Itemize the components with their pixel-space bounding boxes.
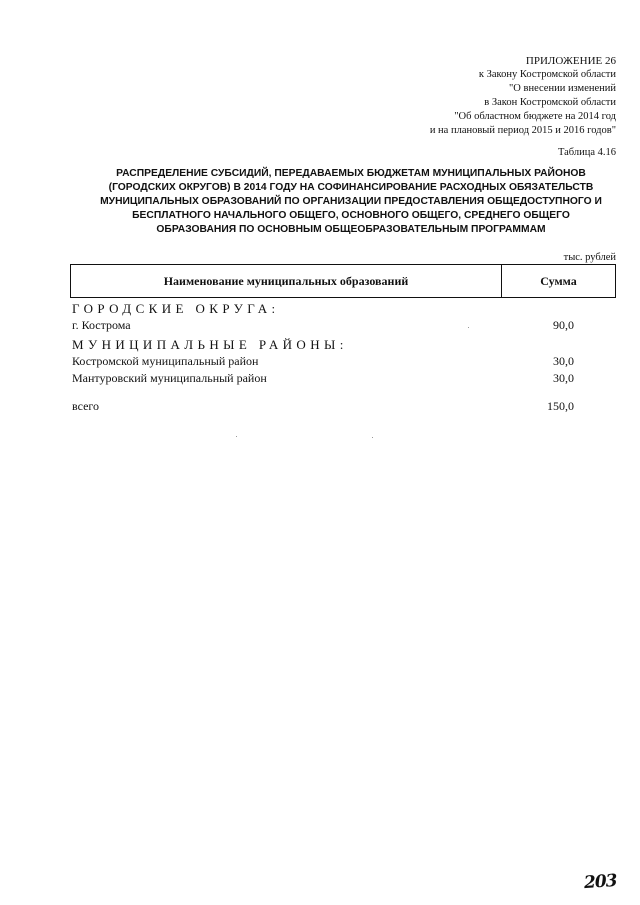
section-municipal-districts: МУНИЦИПАЛЬНЫЕ РАЙОНЫ: — [72, 337, 348, 352]
table-number: Таблица 4.16 — [557, 147, 616, 158]
title-line: МУНИЦИПАЛЬНЫХ ОБРАЗОВАНИЙ ПО ОРГАНИЗАЦИИ ПРЕДОСТАВЛЕНИЯ ОБЩЕДОСТУПНОГО И — [100, 196, 602, 207]
row-name: г. Кострома — [72, 318, 131, 332]
row-sum: 90,0 — [553, 318, 574, 332]
appendix-law-title-4: и на плановый период 2015 и 2016 годов" — [429, 125, 616, 136]
column-header-sum: Сумма — [540, 273, 577, 288]
column-header-name: Наименование муниципальных образований — [71, 265, 502, 297]
appendix-number: ПРИЛОЖЕНИЕ 26 — [525, 55, 616, 67]
row-sum: 30,0 — [553, 354, 574, 368]
handwritten-page-number: 203 — [582, 870, 617, 894]
appendix-law-ref: к Закону Костромской области — [478, 69, 616, 80]
document-title — [82, 167, 620, 237]
total-label: всего — [72, 399, 100, 413]
scan-speck — [236, 436, 237, 437]
scan-speck — [372, 437, 373, 438]
title-line: БЕСПЛАТНОГО НАЧАЛЬНОГО ОБЩЕГО, ОСНОВНОГО ОБЩЕГО, СРЕДНЕГО ОБЩЕГО — [132, 210, 570, 221]
section-city-districts: ГОРОДСКИЕ ОКРУГА: — [72, 301, 280, 316]
total-sum: 150,0 — [547, 399, 574, 413]
title-line: ОБРАЗОВАНИЯ ПО ОСНОВНЫМ ОБЩЕОБРАЗОВАТЕЛЬНЫМ ПРОГРАММАМ — [156, 224, 546, 235]
title-line: РАСПРЕДЕЛЕНИЕ СУБСИДИЙ, ПЕРЕДАВАЕМЫХ БЮДЖЕТАМ МУНИЦИПАЛЬНЫХ РАЙОНОВ — [116, 168, 586, 179]
table-header — [70, 264, 616, 298]
title-line: (ГОРОДСКИХ ОКРУГОВ) В 2014 ГОДУ НА СОФИНАНСИРОВАНИЕ РАСХОДНЫХ ОБЯЗАТЕЛЬСТВ — [108, 182, 594, 193]
appendix-law-title-2: в Закон Костромской области — [484, 97, 616, 108]
appendix-law-title-1: "О внесении изменений — [509, 83, 616, 94]
appendix-header — [430, 54, 616, 138]
row-name: Мантуровский муниципальный район — [72, 371, 267, 385]
row-sum: 30,0 — [553, 371, 574, 385]
scan-speck — [468, 327, 469, 328]
row-name: Костромской муниципальный район — [72, 354, 259, 368]
appendix-law-title-3: "Об областном бюджете на 2014 год — [454, 111, 616, 122]
units-label: тыс. рублей — [563, 252, 616, 263]
